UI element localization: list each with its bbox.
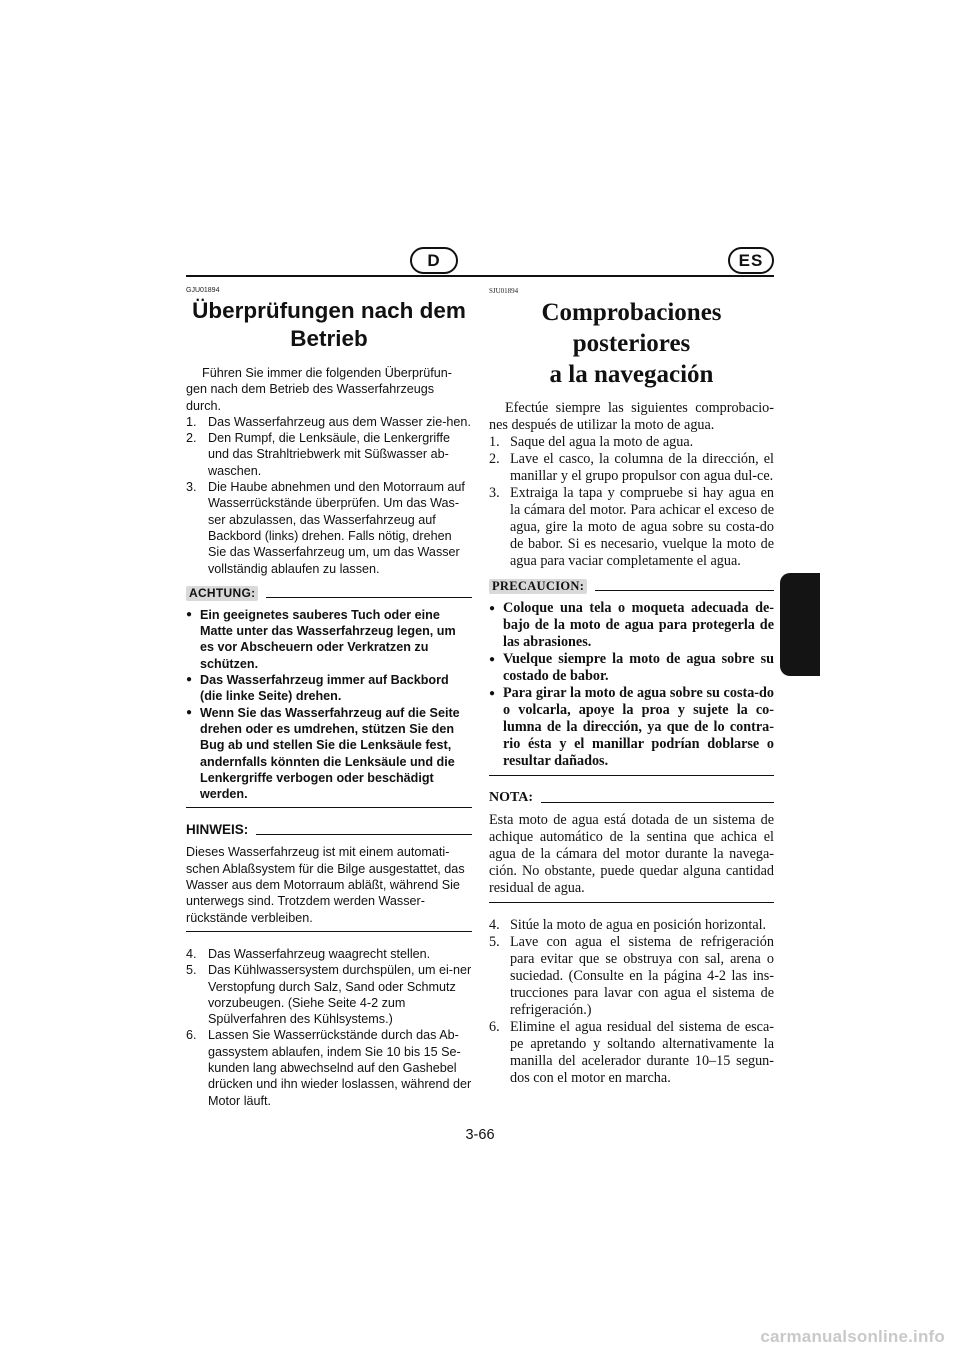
step-text: Den Rumpf, die Lenksäule, die Lenkergriffe und das Strahltriebwerk mit Süßwasser ab-waschen. bbox=[208, 431, 450, 478]
step-text: Extraiga la tapa y compruebe si hay agua en la cámara del motor. Para achicar el exceso de agua, gire la moto de agua sobre su costa-do de babor. Si es necesario, vuelque la moto de agua para vaciar completamente el agua. bbox=[510, 485, 774, 569]
bullet-icon: ● bbox=[489, 688, 496, 699]
caution-label: PRECAUCION: bbox=[489, 579, 587, 594]
spanish-column bbox=[489, 287, 774, 1087]
step-number: 2. bbox=[186, 431, 197, 446]
step-item bbox=[489, 451, 774, 485]
language-tab-spanish: ES bbox=[728, 247, 774, 274]
caution-item bbox=[489, 600, 774, 651]
step-number: 1. bbox=[186, 414, 197, 429]
page-number: 3-66 bbox=[465, 1127, 495, 1143]
caution-end-rule bbox=[489, 775, 774, 776]
step-number: 4. bbox=[186, 946, 197, 961]
step-number: 5. bbox=[186, 963, 197, 978]
step-number: 2. bbox=[489, 451, 500, 467]
step-text: Elimine el agua residual del sistema de esca-pe apretando y soltando alternativamente la manilla del acelerador durante 10–15 segun-dos con el motor en marcha. bbox=[510, 1019, 774, 1086]
step-text: Lave el casco, la columna de la dirección, el manillar y el grupo propulsor con agua dul-ce. bbox=[510, 451, 774, 484]
bullet-icon: ● bbox=[489, 654, 496, 665]
note-label: HINWEIS: bbox=[186, 822, 249, 838]
caution-item bbox=[489, 651, 774, 685]
step-item bbox=[489, 934, 774, 1019]
section-title bbox=[489, 297, 774, 390]
intro-paragraph: Efectúe siempre las siguientes comprobacio-nes después de utilizar la moto de agua. bbox=[489, 400, 774, 433]
step-item bbox=[186, 946, 472, 962]
step-text: Lassen Sie Wasserrückstände durch das Ab-gassystem ablaufen, indem Sie 10 bis 15 Se-kunden lang abwechselnd auf den Gashebel drücken und ihn wieder loslassen, während der Motor läuft. bbox=[208, 1028, 472, 1108]
step-item bbox=[489, 434, 774, 451]
bullet-icon: ● bbox=[489, 603, 496, 614]
title-line-1: Comprobaciones posteriores bbox=[541, 299, 722, 357]
bullet-icon: ● bbox=[186, 706, 193, 718]
caution-text: Wenn Sie das Wasserfahrzeug auf die Seite drehen oder es umdrehen, stützen Sie den Bug ab und stellen Sie die Lenksäule fest, andernfalls könnten die Lenksäule und die Lenkergriffe verbogen oder beschädigt werden. bbox=[200, 705, 460, 802]
caution-text: Vuelque siempre la moto de agua sobre su costado de babor. bbox=[503, 651, 774, 684]
section-code: GJU01894 bbox=[186, 287, 220, 294]
watermark: carmanualsonline.info bbox=[760, 1327, 945, 1346]
step-item bbox=[489, 917, 774, 934]
note-rule bbox=[541, 802, 774, 803]
note-heading bbox=[186, 822, 472, 838]
caution-heading bbox=[186, 586, 472, 601]
chapter-thumb-tab bbox=[780, 573, 820, 676]
step-number: 3. bbox=[489, 485, 500, 501]
language-tab-german: D bbox=[410, 247, 458, 274]
steps-list bbox=[489, 434, 774, 570]
bullet-icon: ● bbox=[186, 674, 193, 686]
step-number: 3. bbox=[186, 480, 197, 495]
section-title bbox=[186, 297, 472, 353]
step-number: 6. bbox=[186, 1028, 197, 1043]
title-line-1: Überprüfungen nach dem bbox=[192, 298, 466, 323]
german-column bbox=[186, 287, 472, 1109]
step-item bbox=[186, 1027, 472, 1108]
step-item bbox=[186, 479, 472, 577]
caution-rule bbox=[595, 590, 774, 591]
steps-list-continued bbox=[186, 946, 472, 1109]
note-end-rule bbox=[186, 931, 472, 932]
step-number: 5. bbox=[489, 934, 500, 950]
step-item bbox=[186, 962, 472, 1027]
step-text: Sitúe la moto de agua en posición horizontal. bbox=[510, 917, 767, 933]
caution-text: Para girar la moto de agua sobre su costa-do o volcarla, apoye la proa y sujete la co-lumna de la dirección, ya que de lo contra-rio ésta y el manillar podrían doblarse o resultar dañados. bbox=[503, 685, 774, 769]
step-text: Das Kühlwassersystem durchspülen, um ei-ner Verstopfung durch Salz, Sand oder Schmutz vorzubeugen. (Siehe Seite 4-2 zum Spülverfahren des Kühlsystems.) bbox=[208, 963, 472, 1027]
caution-text: Ein geeignetes sauberes Tuch oder eine Matte unter das Wasserfahrzeug legen, um es vor Abscheuern oder Verkratzen zu schützen. bbox=[200, 607, 456, 671]
caution-list bbox=[489, 600, 774, 770]
caution-item bbox=[186, 672, 472, 705]
step-item bbox=[186, 430, 472, 479]
title-line-2: Betrieb bbox=[290, 326, 368, 351]
title-line-2: a la navegación bbox=[549, 361, 714, 388]
caution-text: Coloque una tela o moqueta adecuada de-bajo de la moto de agua para protegerla de las abrasiones. bbox=[503, 600, 774, 650]
caution-item bbox=[186, 705, 472, 803]
step-number: 6. bbox=[489, 1019, 500, 1035]
caution-heading bbox=[489, 579, 774, 594]
header-rule bbox=[186, 275, 774, 277]
note-end-rule bbox=[489, 902, 774, 903]
section-code: SJU01894 bbox=[489, 287, 519, 295]
step-text: Lave con agua el sistema de refrigeración para evitar que se obstruya con sal, arena o suciedad. (Consulte en la página 4-2 las ins-trucciones para lavar con agua el sistema de refrigeración.) bbox=[510, 934, 774, 1018]
step-number: 1. bbox=[489, 434, 500, 450]
caution-end-rule bbox=[186, 807, 472, 808]
language-header bbox=[186, 247, 774, 277]
note-heading bbox=[489, 790, 774, 806]
note-text: Esta moto de agua está dotada de un sistema de achique automático de la sentina que achica el agua de la cámara del motor durante la navega-ción. No obstante, puede quedar alguna cantidad residual de agua. bbox=[489, 812, 774, 896]
bullet-icon: ● bbox=[186, 608, 193, 620]
steps-list bbox=[186, 414, 472, 577]
step-item bbox=[186, 414, 472, 430]
note-rule bbox=[256, 834, 472, 835]
note-text: Dieses Wasserfahrzeug ist mit einem automati-schen Ablaßsystem für die Bilge ausgestattet, das Wasser aus dem Motorraum abläßt, während Sie unterwegs sind. Trotzdem werden Wasser-rückstände verbleiben. bbox=[186, 845, 465, 925]
caution-rule bbox=[266, 597, 472, 598]
steps-list-continued bbox=[489, 917, 774, 1087]
caution-item bbox=[186, 607, 472, 672]
step-text: Saque del agua la moto de agua. bbox=[510, 434, 694, 450]
step-text: Die Haube abnehmen und den Motorraum auf Wasserrückstände überprüfen. Um das Was-ser abzulassen, das Wasserfahrzeug auf Backbord (links) drehen. Falls nötig, drehen Sie das Wasserfahrzeug um, um das Wasser vollständig ablaufen zu lassen. bbox=[208, 480, 465, 576]
step-item bbox=[489, 1019, 774, 1087]
step-number: 4. bbox=[489, 917, 500, 933]
step-text: Das Wasserfahrzeug waagrecht stellen. bbox=[208, 946, 431, 961]
caution-list bbox=[186, 607, 472, 803]
caution-item bbox=[489, 685, 774, 770]
step-text: Das Wasserfahrzeug aus dem Wasser zie-hen. bbox=[208, 414, 471, 429]
caution-label: ACHTUNG: bbox=[186, 586, 258, 601]
intro-paragraph: Führen Sie immer die folgenden Überprüfun-gen nach dem Betrieb des Wasserfahrzeugs durch. bbox=[186, 366, 452, 413]
note-label: NOTA: bbox=[489, 790, 534, 805]
caution-text: Das Wasserfahrzeug immer auf Backbord (die linke Seite) drehen. bbox=[200, 673, 449, 704]
step-item bbox=[489, 485, 774, 570]
